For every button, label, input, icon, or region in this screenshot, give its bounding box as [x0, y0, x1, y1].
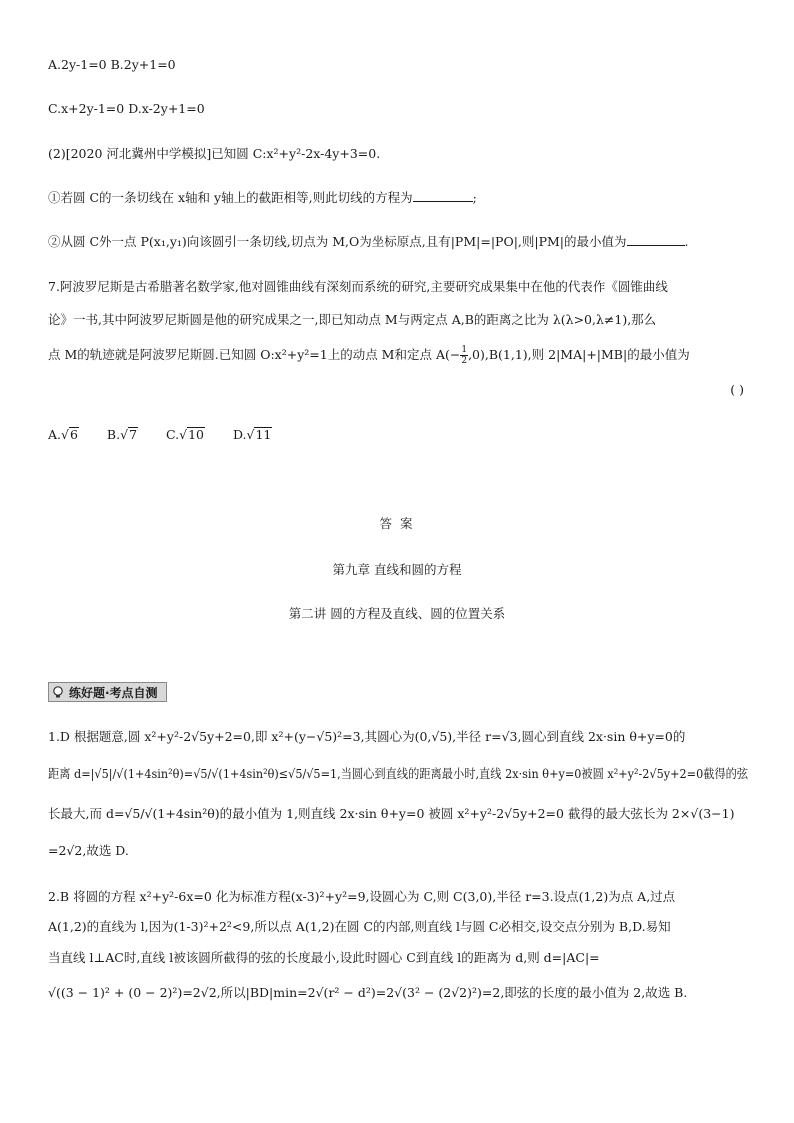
q7-line-3-b: ,0),B(1,1),则 2|MA|+|MB|的最小值为 [468, 347, 690, 362]
answer-2-line-2: A(1,2)的直线为 l,因为(1-3)²+2²<9,所以点 A(1,2)在圆 C的内部,则直线 l与圆 C必相交,设交点分别为 B,D.易知 [48, 919, 671, 934]
q7-frac-num: 1 [461, 345, 468, 355]
answer-2-line-3: 当直线 l⊥AC时,直线 l被该圆所截得的弦的长度最小,设此时圆心 C到直线 l的距离为 d,则 d=|AC|= [48, 950, 600, 965]
section-tag-label: 练好题·考点自测 [69, 685, 158, 700]
q7-line-3 [48, 345, 690, 366]
answer-1-line-3: 长最大,而 d=√5/√(1+4sin²θ)的最小值为 1,则直线 2x·sin θ+y=0 被圆 x²+y²-2√5y+2=0 截得的最大弦长为 2×√(3−1) [48, 806, 735, 821]
q7-options [48, 426, 296, 444]
answer-2-line-4: √((3 − 1)² + (0 − 2)²)=2√2,所以|BD|min=2√(r² − d²)=2√(3² − (2√2)²)=2,即弦的长度的最小值为 2,故选 B. [48, 985, 688, 1000]
q7-frac-den: 2 [461, 356, 468, 366]
q6-part2-stem: (2)[2020 河北冀州中学模拟]已知圆 C:x²+y²-2x-4y+3=0. [48, 146, 381, 161]
q7-fraction [460, 345, 468, 366]
q6-sub2-text: ②从圆 C外一点 P(x₁,y₁)向该圆引一条切线,切点为 M,O为坐标原点,且有|PM|=|PO|,则|PM|的最小值为 [48, 234, 627, 249]
answer-2-line-1: 2.B 将圆的方程 x²+y²-6x=0 化为标准方程(x-3)²+y²=9,设圆心为 C,则 C(3,0),半径 r=3.设点(1,2)为点 A,过点 [48, 889, 676, 904]
q7-answer-paren: ( ) [730, 382, 744, 397]
chapter-title: 第九章 直线和圆的方程 [332, 562, 462, 577]
section-tag [48, 682, 167, 702]
q6-sub2-blank[interactable] [627, 233, 685, 246]
q6-sub2-end: . [684, 234, 689, 249]
answer-1-line-1: 1.D 根据题意,圆 x²+y²-2√5y+2=0,即 x²+(y−√5)²=3,其圆心为(0,√5),半径 r=√3,圆心到直线 2x·sin θ+y=0的 [48, 729, 686, 744]
q6-sub1 [48, 189, 477, 207]
answers-heading: 答 案 [379, 516, 415, 531]
q6-sub1-end: ; [472, 190, 477, 205]
q6-options-cd: C.x+2y-1=0 D.x-2y+1=0 [48, 101, 205, 116]
q6-options-ab: A.2y-1=0 B.2y+1=0 [48, 57, 176, 72]
q6-sub1-blank[interactable] [413, 189, 473, 202]
q6-sub1-text: ①若圆 C的一条切线在 x轴和 y轴上的截距相等,则此切线的方程为 [48, 190, 413, 205]
lightbulb-icon [51, 685, 65, 699]
q7-line-1: 7.阿波罗尼斯是古希腊著名数学家,他对圆锥曲线有深刻而系统的研究,主要研究成果集中在他的代表作《圆锥曲线 [48, 279, 668, 294]
answer-1-line-2: 距离 d=|√5|/√(1+4sin²θ)=√5/√(1+4sin²θ)≤√5/√5=1,当圆心到直线的距离最小时,直线 2x·sin θ+y=0被圆 x²+y²-2√5y+2=0截得的弦 [48, 766, 749, 781]
q7-option-c[interactable]: C.√10 [166, 427, 204, 442]
q7-option-a[interactable]: A.√6 [48, 427, 78, 442]
lecture-title: 第二讲 圆的方程及直线、圆的位置关系 [288, 606, 506, 621]
q7-line-3-a: 点 M的轨迹就是阿波罗尼斯圆.已知圆 O:x²+y²=1上的动点 M和定点 A(− [48, 347, 461, 362]
q7-option-d[interactable]: D.√11 [232, 427, 272, 442]
answer-1-line-4: =2√2,故选 D. [48, 843, 129, 858]
q7-line-2: 论》一书,其中阿波罗尼斯圆是他的研究成果之一,即已知动点 M与两定点 A,B的距离之比为 λ(λ>0,λ≠1),那么 [48, 312, 657, 327]
q6-sub2 [48, 233, 689, 251]
q7-option-b[interactable]: B.√7 [106, 427, 138, 442]
